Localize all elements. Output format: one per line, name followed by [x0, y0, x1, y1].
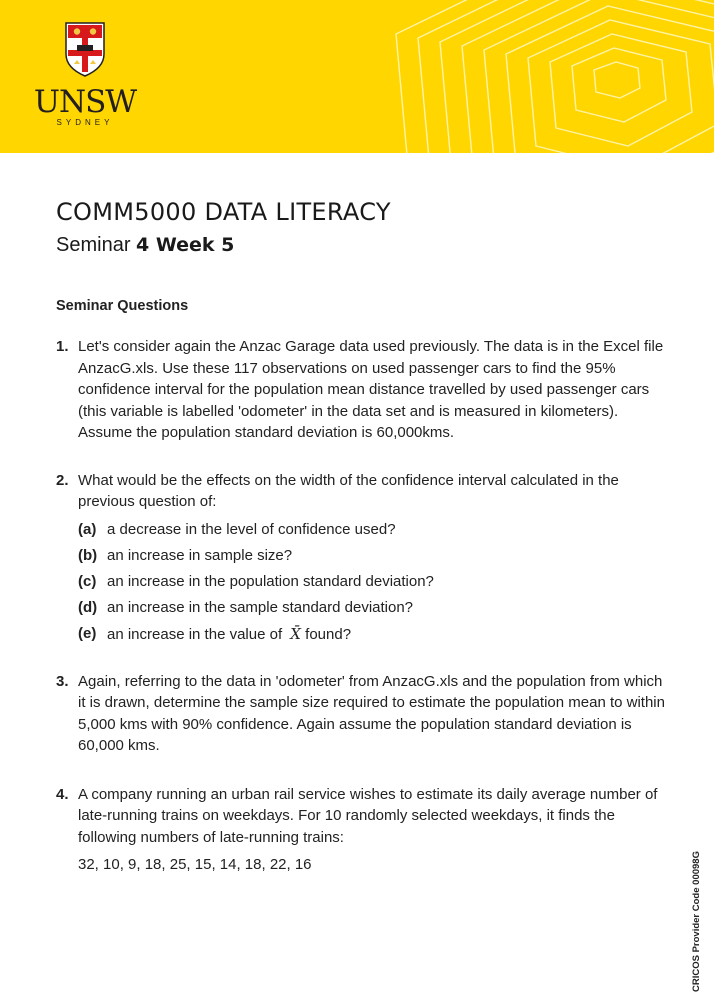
- section-heading: Seminar Questions: [56, 298, 189, 314]
- question-2: [56, 470, 666, 647]
- header-banner: [0, 0, 714, 153]
- question-text: Again, referring to the data in 'odometer' from AnzacG.xls and the population from which it is drawn, determine the sample size required to estimate the population mean to within 5,000 kms with 90% confidence. Again assume the population standard deviation is 60,000 kms.: [78, 672, 665, 754]
- sub-question: [78, 543, 666, 569]
- question-text: Let's consider again the Anzac Garage data used previously. The data is in the Excel file AnzacG.xls. Use these 117 observations on used passenger cars to find the 95% confidence interval for the population mean distance travelled by used passenger cars (this variable is labelled 'odometer' in the data set and is measured in kilometers). Assume the population standard deviation is 60,000kms.: [78, 338, 664, 441]
- sub-question-label: (b): [78, 546, 98, 564]
- late-trains-data: 32, 10, 9, 18, 25, 15, 14, 18, 22, 16: [78, 856, 312, 873]
- sub-question-text: an increase in the sample standard deviation?: [107, 598, 414, 616]
- question-list: [56, 336, 666, 876]
- sub-question-label: (a): [78, 520, 97, 538]
- sub-question-text: an increase in the population standard deviation?: [107, 572, 434, 590]
- question-number: 2.: [56, 471, 69, 489]
- question-text: A company running an urban rail service wishes to estimate its daily average number of late-running trains on weekdays. For 10 randomly selected weekdays, it finds the following numbers of late-running trains:: [78, 785, 658, 846]
- question-1: [56, 336, 666, 444]
- unsw-wordmark: UNSW: [33, 84, 137, 120]
- sub-question-text: an increase in the value of: [107, 625, 283, 643]
- question-text: What would be the effects on the width of the confidence interval calculated in the previous question of:: [78, 471, 619, 510]
- sub-question: [78, 569, 666, 595]
- sub-question-text: a decrease in the level of confidence used?: [107, 520, 396, 538]
- x-bar-symbol: X̄: [290, 624, 301, 643]
- question-3: [56, 671, 666, 757]
- subtitle-prefix: Seminar: [56, 234, 131, 256]
- unsw-logo: [30, 20, 140, 132]
- sub-question-text: an increase in sample size?: [107, 546, 293, 564]
- crest-icon: [63, 20, 107, 82]
- sub-question-label: (e): [78, 624, 97, 642]
- cricos-code: CRICOS Provider Code 00098G: [691, 851, 702, 992]
- sub-question: [78, 595, 666, 621]
- question-number: 1.: [56, 338, 69, 355]
- sydney-wordmark: SYDNEY: [56, 118, 114, 127]
- sub-question-label: (c): [78, 572, 97, 590]
- subtitle: [56, 234, 234, 257]
- question-4: [56, 784, 666, 876]
- question-number: 3.: [56, 672, 69, 690]
- sub-question-label: (d): [78, 598, 98, 616]
- course-title: COMM5000 DATA LITERACY: [56, 198, 391, 226]
- sub-question-text-after: found?: [305, 625, 352, 643]
- sub-question: [78, 621, 666, 647]
- sub-question: [78, 517, 666, 543]
- subtitle-week: 4 Week 5: [136, 234, 235, 256]
- question-number: 4.: [56, 785, 69, 803]
- sub-question-list: [78, 517, 666, 647]
